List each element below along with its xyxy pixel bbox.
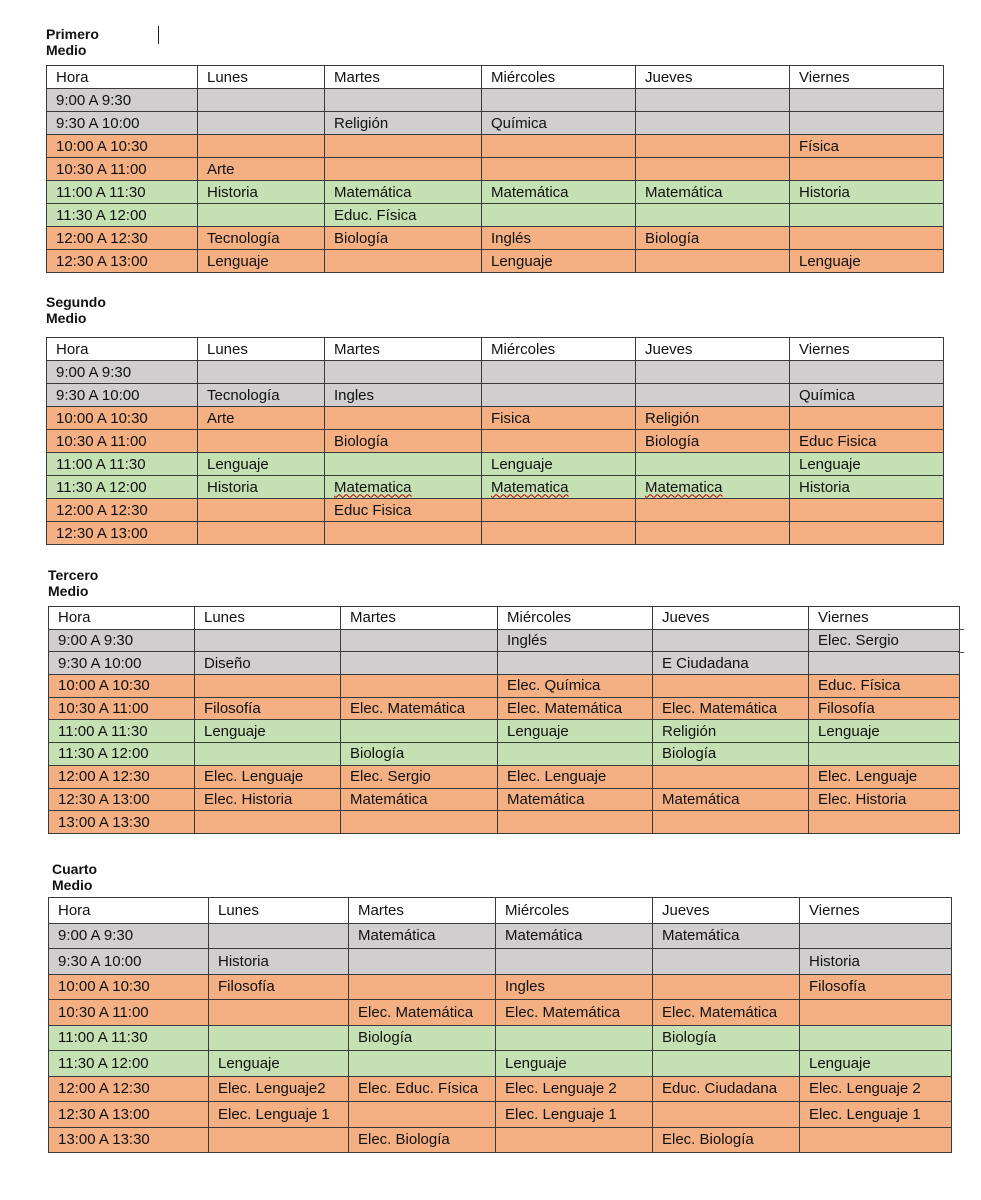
subject-cell bbox=[325, 89, 482, 112]
subject-cell bbox=[325, 476, 482, 499]
time-cell: 11:30 A 12:00 bbox=[49, 743, 195, 766]
subject-cell: Matemática bbox=[653, 923, 800, 949]
subject-cell: Arte bbox=[198, 158, 325, 181]
subject-cell bbox=[325, 453, 482, 476]
schedule-table bbox=[48, 606, 960, 834]
subject-cell bbox=[482, 430, 636, 453]
header-cell-hora: Hora bbox=[49, 607, 195, 630]
time-cell: 10:30 A 11:00 bbox=[49, 1000, 209, 1026]
header-cell-day: Miércoles bbox=[482, 66, 636, 89]
header-cell-day: Miércoles bbox=[496, 898, 653, 924]
spellcheck-flag: Matematica bbox=[645, 478, 723, 496]
subject-cell: Biología bbox=[325, 430, 482, 453]
time-cell: 11:00 A 11:30 bbox=[47, 453, 198, 476]
subject-cell bbox=[636, 522, 790, 545]
subject-cell bbox=[198, 89, 325, 112]
table-row bbox=[47, 112, 944, 135]
subject-cell: Elec. Matemática bbox=[653, 1000, 800, 1026]
time-cell: 11:00 A 11:30 bbox=[49, 720, 195, 743]
time-cell: 12:30 A 13:00 bbox=[49, 788, 195, 811]
table-header-row bbox=[47, 338, 944, 361]
subject-cell bbox=[790, 89, 944, 112]
header-cell-day: Jueves bbox=[636, 338, 790, 361]
table-row bbox=[49, 1051, 952, 1077]
subject-cell bbox=[653, 949, 800, 975]
subject-cell: Elec. Historia bbox=[809, 788, 960, 811]
subject-cell bbox=[341, 720, 498, 743]
subject-cell bbox=[325, 135, 482, 158]
subject-cell bbox=[482, 204, 636, 227]
subject-cell: Elec. Lenguaje bbox=[498, 765, 653, 788]
subject-cell: Religión bbox=[636, 407, 790, 430]
subject-cell: Biología bbox=[349, 1025, 496, 1051]
time-cell: 10:30 A 11:00 bbox=[49, 697, 195, 720]
subject-cell bbox=[209, 1127, 349, 1153]
subject-cell: Fisica bbox=[482, 407, 636, 430]
time-cell: 9:30 A 10:00 bbox=[49, 949, 209, 975]
header-cell-day: Martes bbox=[325, 338, 482, 361]
table-row bbox=[49, 949, 952, 975]
header-cell-day: Viernes bbox=[790, 338, 944, 361]
header-cell-day: Jueves bbox=[636, 66, 790, 89]
subject-cell: Elec. Matemática bbox=[349, 1000, 496, 1026]
table-header-row bbox=[47, 66, 944, 89]
subject-cell bbox=[325, 250, 482, 273]
table-row bbox=[47, 204, 944, 227]
subject-cell bbox=[636, 361, 790, 384]
subject-cell bbox=[636, 158, 790, 181]
subject-cell: Elec. Lenguaje 2 bbox=[800, 1076, 952, 1102]
subject-cell bbox=[809, 811, 960, 834]
subject-cell bbox=[482, 384, 636, 407]
subject-cell: Lenguaje bbox=[498, 720, 653, 743]
time-cell: 11:30 A 12:00 bbox=[49, 1051, 209, 1077]
header-cell-day: Viernes bbox=[809, 607, 960, 630]
header-cell-day: Jueves bbox=[653, 607, 809, 630]
subject-cell bbox=[341, 675, 498, 698]
table-row bbox=[49, 1025, 952, 1051]
table-row bbox=[47, 384, 944, 407]
table-row bbox=[47, 227, 944, 250]
subject-cell: Matemática bbox=[653, 788, 809, 811]
subject-cell: Biología bbox=[341, 743, 498, 766]
subject-cell: Biología bbox=[636, 227, 790, 250]
table-row bbox=[49, 1076, 952, 1102]
table-row bbox=[47, 430, 944, 453]
subject-cell: Arte bbox=[198, 407, 325, 430]
subject-cell bbox=[325, 158, 482, 181]
table-header-row bbox=[49, 607, 960, 630]
subject-cell: Matemática bbox=[498, 788, 653, 811]
subject-cell: Elec. Lenguaje 1 bbox=[209, 1102, 349, 1128]
table-row bbox=[49, 1000, 952, 1026]
subject-cell bbox=[809, 652, 960, 675]
subject-cell bbox=[790, 499, 944, 522]
table-edge-line bbox=[958, 629, 964, 630]
subject-cell: Tecnología bbox=[198, 384, 325, 407]
time-cell: 10:00 A 10:30 bbox=[47, 135, 198, 158]
subject-cell: Lenguaje bbox=[209, 1051, 349, 1077]
subject-cell bbox=[790, 407, 944, 430]
subject-cell bbox=[800, 923, 952, 949]
subject-cell: Educ. Física bbox=[325, 204, 482, 227]
subject-cell bbox=[790, 158, 944, 181]
subject-cell bbox=[653, 765, 809, 788]
time-cell: 12:30 A 13:00 bbox=[47, 522, 198, 545]
subject-cell bbox=[498, 811, 653, 834]
subject-cell bbox=[636, 476, 790, 499]
subject-cell: Historia bbox=[790, 181, 944, 204]
table-header-row bbox=[49, 898, 952, 924]
subject-cell: Inglés bbox=[498, 629, 653, 652]
subject-cell: Filosofía bbox=[195, 697, 341, 720]
header-cell-day: Miércoles bbox=[498, 607, 653, 630]
subject-cell: Tecnología bbox=[198, 227, 325, 250]
subject-cell: E Ciudadana bbox=[653, 652, 809, 675]
subject-cell: Lenguaje bbox=[790, 250, 944, 273]
subject-cell: Matemática bbox=[325, 181, 482, 204]
subject-cell bbox=[636, 453, 790, 476]
table-edge-line bbox=[958, 652, 964, 653]
subject-cell: Educ. Física bbox=[809, 675, 960, 698]
subject-cell: Educ Fisica bbox=[790, 430, 944, 453]
subject-cell bbox=[496, 1025, 653, 1051]
schedule-table bbox=[46, 337, 944, 545]
subject-cell bbox=[341, 811, 498, 834]
subject-cell: Elec. Lenguaje 2 bbox=[496, 1076, 653, 1102]
text-cursor bbox=[158, 26, 159, 44]
subject-cell: Química bbox=[482, 112, 636, 135]
subject-cell bbox=[482, 361, 636, 384]
subject-cell bbox=[790, 227, 944, 250]
subject-cell bbox=[482, 499, 636, 522]
subject-cell: Física bbox=[790, 135, 944, 158]
table-row bbox=[47, 453, 944, 476]
subject-cell bbox=[341, 652, 498, 675]
subject-cell bbox=[636, 384, 790, 407]
subject-cell bbox=[653, 974, 800, 1000]
subject-cell bbox=[482, 135, 636, 158]
subject-cell bbox=[498, 743, 653, 766]
subject-cell: Elec. Matemática bbox=[496, 1000, 653, 1026]
subject-cell bbox=[209, 1000, 349, 1026]
subject-cell bbox=[325, 522, 482, 545]
subject-cell: Elec. Lenguaje bbox=[809, 765, 960, 788]
subject-cell: Elec. Química bbox=[498, 675, 653, 698]
table-row bbox=[47, 250, 944, 273]
subject-cell bbox=[482, 158, 636, 181]
subject-cell: Elec. Matemática bbox=[341, 697, 498, 720]
subject-cell bbox=[636, 499, 790, 522]
subject-cell bbox=[482, 89, 636, 112]
table-row bbox=[49, 720, 960, 743]
header-cell-day: Lunes bbox=[198, 338, 325, 361]
subject-cell: Filosofía bbox=[209, 974, 349, 1000]
header-cell-day: Lunes bbox=[198, 66, 325, 89]
table-row bbox=[47, 476, 944, 499]
subject-cell bbox=[496, 949, 653, 975]
subject-cell bbox=[198, 112, 325, 135]
spellcheck-flag: Matematica bbox=[491, 478, 569, 496]
time-cell: 10:00 A 10:30 bbox=[49, 675, 195, 698]
table-row bbox=[49, 1127, 952, 1153]
subject-cell bbox=[349, 974, 496, 1000]
subject-cell: Matemática bbox=[636, 181, 790, 204]
table-row bbox=[47, 89, 944, 112]
subject-cell bbox=[195, 675, 341, 698]
section-title: Primero Medio bbox=[46, 26, 99, 58]
subject-cell bbox=[209, 923, 349, 949]
subject-cell: Elec. Biología bbox=[653, 1127, 800, 1153]
subject-cell: Educ Fisica bbox=[325, 499, 482, 522]
subject-cell bbox=[198, 204, 325, 227]
header-cell-hora: Hora bbox=[47, 66, 198, 89]
subject-cell: Lenguaje bbox=[790, 453, 944, 476]
time-cell: 12:30 A 13:00 bbox=[47, 250, 198, 273]
table-row bbox=[47, 407, 944, 430]
subject-cell: Filosofía bbox=[809, 697, 960, 720]
subject-cell: Religión bbox=[325, 112, 482, 135]
table-row bbox=[47, 361, 944, 384]
subject-cell bbox=[498, 652, 653, 675]
subject-cell bbox=[636, 135, 790, 158]
subject-cell: Matemática bbox=[496, 923, 653, 949]
subject-cell: Historia bbox=[800, 949, 952, 975]
header-cell-day: Miércoles bbox=[482, 338, 636, 361]
subject-cell bbox=[790, 204, 944, 227]
table-row bbox=[49, 652, 960, 675]
subject-cell: Elec. Sergio bbox=[809, 629, 960, 652]
time-cell: 13:00 A 13:30 bbox=[49, 811, 195, 834]
subject-cell: Matemática bbox=[349, 923, 496, 949]
time-cell: 12:00 A 12:30 bbox=[49, 1076, 209, 1102]
subject-cell bbox=[349, 1051, 496, 1077]
time-cell: 9:00 A 9:30 bbox=[47, 89, 198, 112]
header-cell-day: Viernes bbox=[800, 898, 952, 924]
subject-cell: Educ. Ciudadana bbox=[653, 1076, 800, 1102]
subject-cell: Biología bbox=[325, 227, 482, 250]
time-cell: 9:00 A 9:30 bbox=[49, 629, 195, 652]
subject-cell: Lenguaje bbox=[198, 453, 325, 476]
time-cell: 12:00 A 12:30 bbox=[47, 227, 198, 250]
table-row bbox=[49, 675, 960, 698]
subject-cell bbox=[790, 361, 944, 384]
table-row bbox=[47, 522, 944, 545]
header-cell-day: Martes bbox=[341, 607, 498, 630]
subject-cell bbox=[809, 743, 960, 766]
subject-cell bbox=[349, 1102, 496, 1128]
subject-cell bbox=[198, 499, 325, 522]
time-cell: 9:30 A 10:00 bbox=[49, 652, 195, 675]
time-cell: 10:00 A 10:30 bbox=[49, 974, 209, 1000]
table-row bbox=[47, 181, 944, 204]
time-cell: 9:30 A 10:00 bbox=[47, 384, 198, 407]
time-cell: 11:00 A 11:30 bbox=[47, 181, 198, 204]
time-cell: 12:00 A 12:30 bbox=[47, 499, 198, 522]
subject-cell: Elec. Historia bbox=[195, 788, 341, 811]
subject-cell: Matemática bbox=[482, 181, 636, 204]
subject-cell: Diseño bbox=[195, 652, 341, 675]
section-title: Cuarto Medio bbox=[52, 861, 98, 893]
schedule-table bbox=[46, 65, 944, 273]
subject-cell bbox=[482, 522, 636, 545]
subject-cell bbox=[195, 743, 341, 766]
subject-cell bbox=[653, 811, 809, 834]
subject-cell bbox=[636, 112, 790, 135]
subject-cell bbox=[209, 1025, 349, 1051]
table-row bbox=[49, 788, 960, 811]
table-row bbox=[49, 697, 960, 720]
time-cell: 9:30 A 10:00 bbox=[47, 112, 198, 135]
table-row bbox=[49, 923, 952, 949]
subject-cell: Lenguaje bbox=[496, 1051, 653, 1077]
subject-cell bbox=[195, 811, 341, 834]
time-cell: 11:30 A 12:00 bbox=[47, 204, 198, 227]
header-cell-day: Viernes bbox=[790, 66, 944, 89]
table-row bbox=[47, 158, 944, 181]
time-cell: 12:30 A 13:00 bbox=[49, 1102, 209, 1128]
header-cell-day: Martes bbox=[349, 898, 496, 924]
header-cell-day: Jueves bbox=[653, 898, 800, 924]
time-cell: 11:30 A 12:00 bbox=[47, 476, 198, 499]
subject-cell bbox=[653, 629, 809, 652]
table-row bbox=[49, 765, 960, 788]
subject-cell: Elec. Matemática bbox=[498, 697, 653, 720]
subject-cell: Química bbox=[790, 384, 944, 407]
subject-cell: Biología bbox=[636, 430, 790, 453]
subject-cell bbox=[636, 250, 790, 273]
subject-cell bbox=[636, 89, 790, 112]
time-cell: 9:00 A 9:30 bbox=[47, 361, 198, 384]
subject-cell bbox=[653, 1051, 800, 1077]
subject-cell: Historia bbox=[198, 476, 325, 499]
subject-cell: Lenguaje bbox=[482, 453, 636, 476]
subject-cell bbox=[653, 1102, 800, 1128]
table-row bbox=[49, 1102, 952, 1128]
subject-cell: Elec. Matemática bbox=[653, 697, 809, 720]
subject-cell bbox=[325, 361, 482, 384]
subject-cell: Elec. Lenguaje2 bbox=[209, 1076, 349, 1102]
header-cell-day: Martes bbox=[325, 66, 482, 89]
subject-cell bbox=[198, 361, 325, 384]
time-cell: 13:00 A 13:30 bbox=[49, 1127, 209, 1153]
subject-cell: Lenguaje bbox=[809, 720, 960, 743]
spellcheck-flag: Matematica bbox=[334, 478, 412, 496]
subject-cell bbox=[198, 135, 325, 158]
subject-cell bbox=[349, 949, 496, 975]
subject-cell: Elec. Biología bbox=[349, 1127, 496, 1153]
table-row bbox=[49, 743, 960, 766]
table-row bbox=[49, 974, 952, 1000]
subject-cell bbox=[195, 629, 341, 652]
header-cell-day: Lunes bbox=[209, 898, 349, 924]
header-cell-hora: Hora bbox=[49, 898, 209, 924]
subject-cell: Lenguaje bbox=[800, 1051, 952, 1077]
subject-cell: Biología bbox=[653, 743, 809, 766]
subject-cell: Elec. Educ. Física bbox=[349, 1076, 496, 1102]
subject-cell bbox=[800, 1000, 952, 1026]
subject-cell: Elec. Lenguaje 1 bbox=[496, 1102, 653, 1128]
schedule-table bbox=[48, 897, 952, 1153]
subject-cell: Matemática bbox=[341, 788, 498, 811]
time-cell: 10:30 A 11:00 bbox=[47, 158, 198, 181]
subject-cell: Religión bbox=[653, 720, 809, 743]
subject-cell: Historia bbox=[198, 181, 325, 204]
subject-cell bbox=[800, 1025, 952, 1051]
subject-cell: Lenguaje bbox=[198, 250, 325, 273]
table-row bbox=[49, 629, 960, 652]
table-row bbox=[47, 135, 944, 158]
subject-cell bbox=[325, 407, 482, 430]
subject-cell: Filosofía bbox=[800, 974, 952, 1000]
time-cell: 12:00 A 12:30 bbox=[49, 765, 195, 788]
header-cell-day: Lunes bbox=[195, 607, 341, 630]
subject-cell: Lenguaje bbox=[195, 720, 341, 743]
subject-cell bbox=[482, 476, 636, 499]
subject-cell: Lenguaje bbox=[482, 250, 636, 273]
subject-cell bbox=[198, 522, 325, 545]
subject-cell bbox=[653, 675, 809, 698]
subject-cell: Biología bbox=[653, 1025, 800, 1051]
subject-cell bbox=[800, 1127, 952, 1153]
time-cell: 10:00 A 10:30 bbox=[47, 407, 198, 430]
section-title: Segundo Medio bbox=[46, 294, 106, 326]
table-row bbox=[49, 811, 960, 834]
time-cell: 11:00 A 11:30 bbox=[49, 1025, 209, 1051]
subject-cell: Inglés bbox=[482, 227, 636, 250]
subject-cell: Ingles bbox=[496, 974, 653, 1000]
section-title: Tercero Medio bbox=[48, 567, 99, 599]
subject-cell bbox=[636, 204, 790, 227]
subject-cell: Historia bbox=[790, 476, 944, 499]
subject-cell bbox=[790, 522, 944, 545]
subject-cell bbox=[496, 1127, 653, 1153]
subject-cell bbox=[341, 629, 498, 652]
time-cell: 9:00 A 9:30 bbox=[49, 923, 209, 949]
subject-cell: Ingles bbox=[325, 384, 482, 407]
subject-cell bbox=[198, 430, 325, 453]
time-cell: 10:30 A 11:00 bbox=[47, 430, 198, 453]
table-row bbox=[47, 499, 944, 522]
header-cell-hora: Hora bbox=[47, 338, 198, 361]
subject-cell: Elec. Lenguaje bbox=[195, 765, 341, 788]
subject-cell: Historia bbox=[209, 949, 349, 975]
subject-cell bbox=[790, 112, 944, 135]
subject-cell: Elec. Lenguaje 1 bbox=[800, 1102, 952, 1128]
subject-cell: Elec. Sergio bbox=[341, 765, 498, 788]
